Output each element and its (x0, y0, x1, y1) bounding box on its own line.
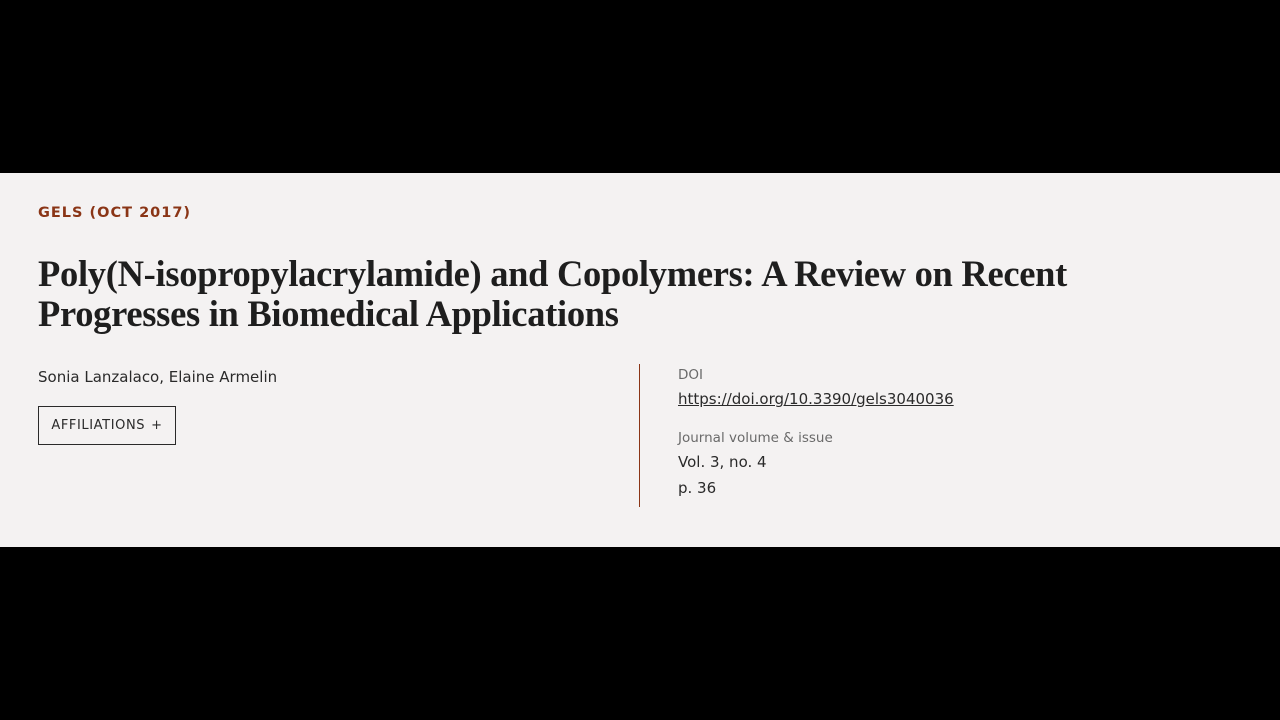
authors-list: Sonia Lanzalaco, Elaine Armelin (38, 368, 278, 386)
article-header-panel (0, 173, 1280, 547)
volume-issue-label: Journal volume & issue (678, 430, 833, 446)
plus-icon: + (151, 418, 163, 433)
article-title: Poly(N-isopropylacrylamide) and Copolymers: A Review on Recent Progresses in Biomedical Applications (38, 253, 1067, 334)
doi-label: DOI (678, 367, 704, 383)
journal-date-label: GELS (OCT 2017) (38, 205, 192, 221)
doi-link[interactable]: https://doi.org/10.3390/gels3040036 (678, 390, 954, 408)
affiliations-button-label: AFFILIATIONS (51, 418, 146, 433)
affiliations-button[interactable] (38, 406, 176, 445)
volume-issue-value: Vol. 3, no. 4 (678, 453, 767, 471)
doi-value (678, 390, 954, 408)
page-number: p. 36 (678, 479, 717, 497)
column-divider (639, 364, 640, 507)
